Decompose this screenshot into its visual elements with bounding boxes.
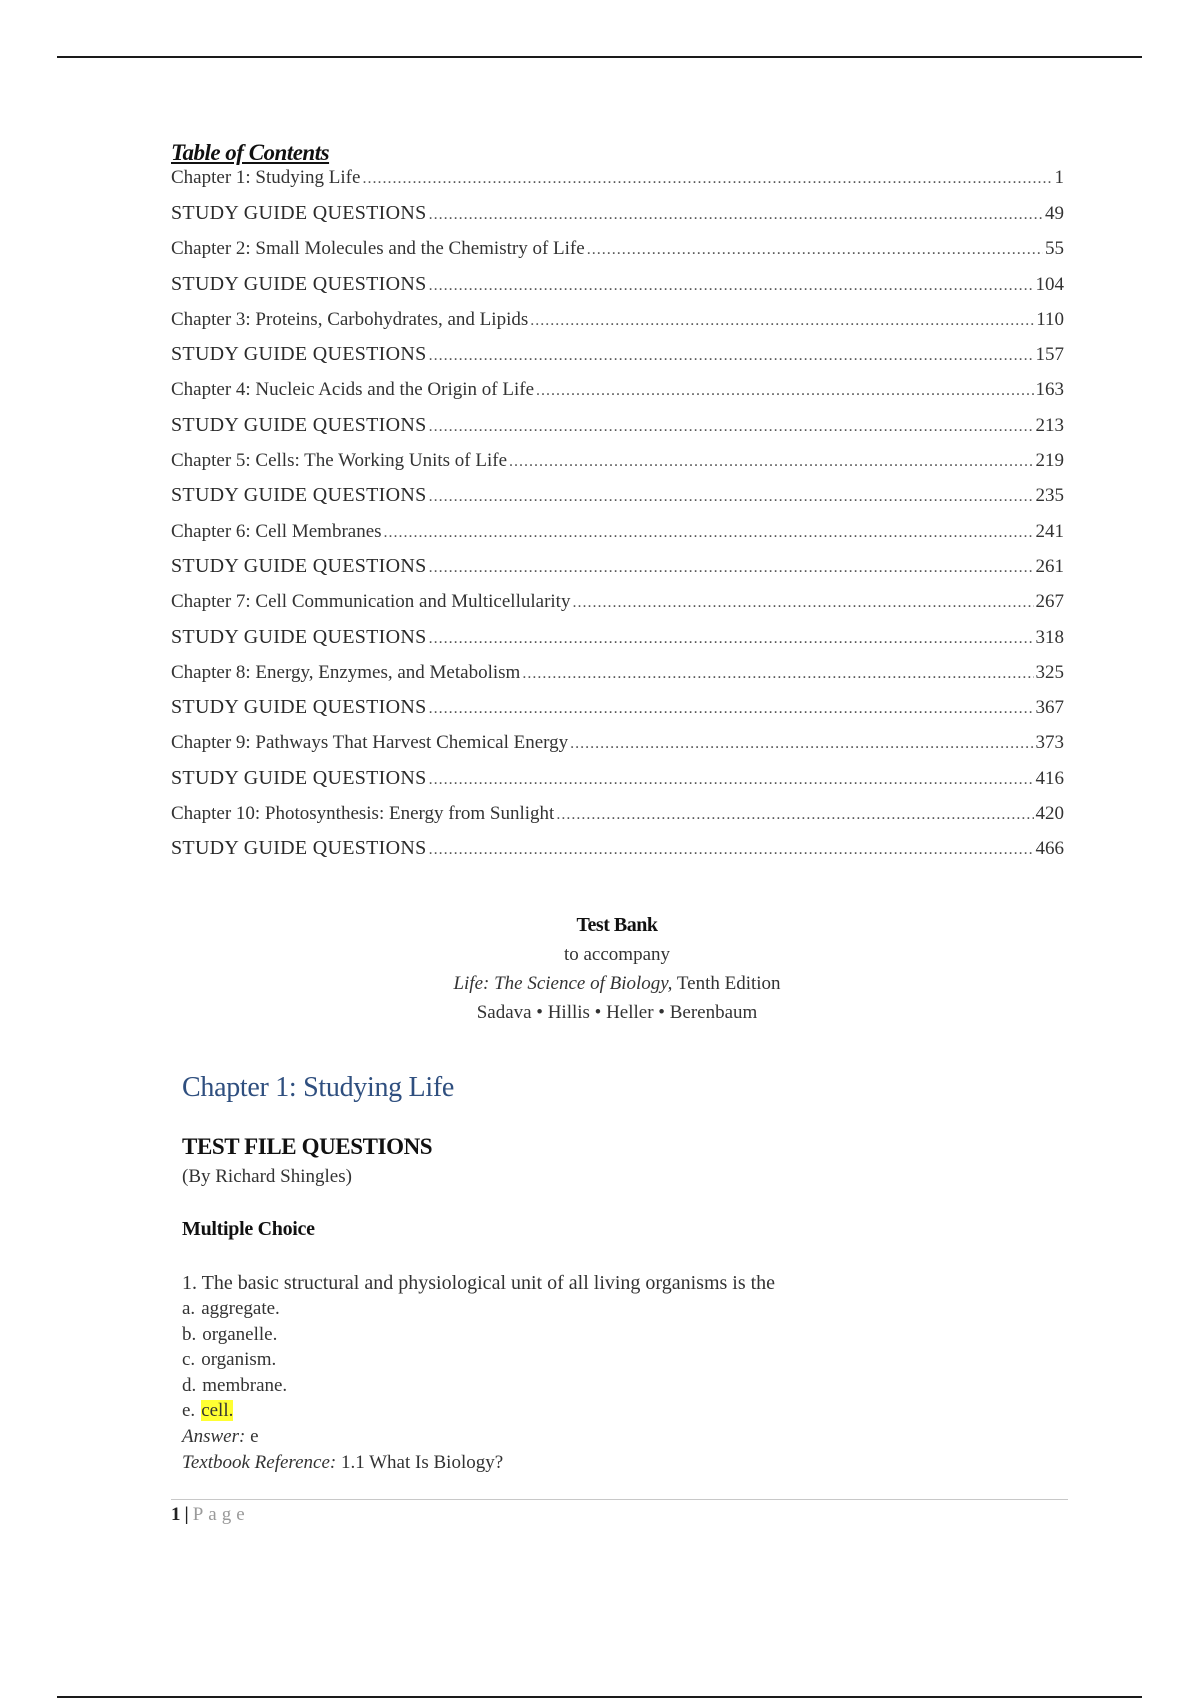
toc-entry[interactable]: [171, 168, 1064, 188]
book-title: Life: The Science of Biology,: [453, 973, 673, 994]
option-text: organism.: [201, 1349, 277, 1370]
reference-value: 1.1 What Is Biology?: [340, 1451, 504, 1473]
footer-page-label: Page: [192, 1504, 250, 1525]
toc-entry-page: 163: [1035, 379, 1064, 401]
book-authors: Sadava • Hillis • Heller • Berenbaum: [476, 1002, 758, 1023]
option-letter: b.: [182, 1323, 197, 1345]
toc-entry-label: STUDY GUIDE QUESTIONS: [171, 625, 427, 648]
answer-line: [182, 1424, 982, 1450]
toc-title: Table of Contents: [171, 140, 330, 165]
toc-leader-dots: [530, 303, 1034, 338]
toc-entry-page: 157: [1035, 344, 1064, 366]
answer-option: [182, 1322, 982, 1348]
answer-option: [182, 1296, 982, 1322]
answer-option: [182, 1373, 982, 1399]
toc-entry-page: 241: [1035, 520, 1064, 542]
toc-entry-label: Chapter 1: Studying Life: [171, 167, 361, 188]
toc-entry[interactable]: [171, 231, 1064, 266]
toc-entry-label: Chapter 9: Pathways That Harvest Chemical Energy: [171, 732, 569, 754]
toc-entry-label: Chapter 4: Nucleic Acids and the Origin of Life: [171, 379, 535, 401]
toc-leader-dots: [429, 479, 1034, 514]
toc-entry-label: STUDY GUIDE QUESTIONS: [171, 272, 427, 295]
toc-entry-page: 235: [1035, 485, 1064, 507]
answer-option: [182, 1347, 982, 1373]
option-text: membrane.: [202, 1374, 288, 1396]
toc-entry-label: Chapter 7: Cell Communication and Multicellularity: [171, 591, 571, 613]
toc-entry-page: 373: [1035, 732, 1064, 754]
bottom-rule: [57, 1696, 1142, 1698]
option-letter: d.: [182, 1374, 197, 1396]
option-letter: e.: [182, 1400, 196, 1421]
test-bank-subtitle: to accompany: [563, 944, 671, 965]
toc-leader-dots: [536, 373, 1033, 408]
reference-label: Textbook Reference:: [182, 1451, 337, 1473]
toc-entry[interactable]: [171, 478, 1064, 513]
footer-page-number: 1: [171, 1504, 181, 1525]
toc-entry-page: 420: [1035, 803, 1064, 825]
question-stem: [182, 1270, 982, 1296]
toc-leader-dots: [570, 726, 1033, 761]
toc-entry-page: 267: [1035, 591, 1064, 613]
option-letter: c.: [182, 1349, 196, 1370]
toc-leader-dots: [429, 268, 1034, 303]
footer-rule: [171, 1499, 1068, 1500]
answer-label: Answer:: [182, 1425, 246, 1447]
toc-entry-page: 213: [1035, 414, 1064, 436]
toc-entry-label: Chapter 6: Cell Membranes: [171, 520, 382, 542]
toc-entry[interactable]: [171, 620, 1064, 655]
toc-entry-label: Chapter 10: Photosynthesis: Energy from Sunlight: [171, 803, 555, 825]
toc-entry-label: STUDY GUIDE QUESTIONS: [171, 413, 427, 436]
answer-options: [182, 1296, 982, 1424]
toc-entry-page: 49: [1045, 203, 1064, 224]
top-rule: [57, 56, 1142, 58]
toc-entry-page: 261: [1035, 555, 1064, 577]
toc-entry-page: 466: [1035, 838, 1064, 860]
multiple-choice-heading: Multiple Choice: [182, 1218, 315, 1240]
option-text: aggregate.: [201, 1298, 280, 1319]
book-edition: Tenth Edition: [676, 973, 781, 994]
toc-leader-dots: [556, 797, 1033, 832]
question-1: [182, 1270, 982, 1476]
toc-entry-page: 1: [1054, 167, 1064, 188]
option-letter: a.: [182, 1298, 196, 1319]
toc-entry[interactable]: [171, 514, 1064, 549]
toc-entry[interactable]: [171, 831, 1064, 866]
toc-leader-dots: [384, 515, 1034, 550]
toc-list: [171, 168, 1064, 867]
toc-entry[interactable]: [171, 302, 1064, 337]
toc-entry[interactable]: [171, 549, 1064, 584]
toc-entry-label: Chapter 3: Proteins, Carbohydrates, and Lipids: [171, 308, 529, 330]
highlighted-option-text: cell.: [201, 1400, 234, 1421]
toc-entry-label: Chapter 5: Cells: The Working Units of Life: [171, 450, 508, 472]
toc-leader-dots: [429, 762, 1034, 797]
question-author-note: (By Richard Shingles): [182, 1166, 352, 1187]
toc-entry-page: 318: [1035, 626, 1064, 648]
footer-separator: |: [184, 1504, 189, 1525]
toc-entry-page: 110: [1036, 308, 1064, 330]
question-number: 1.: [182, 1272, 197, 1294]
toc-leader-dots: [362, 169, 1052, 189]
toc-leader-dots: [429, 338, 1034, 373]
toc-leader-dots: [429, 621, 1034, 656]
toc-leader-dots: [429, 691, 1034, 726]
toc-entry[interactable]: [171, 372, 1064, 407]
question-text: The basic structural and physiological unit of all living organisms is the: [201, 1272, 776, 1294]
test-bank-title-block: [0, 910, 1200, 1027]
answer-option: [182, 1398, 982, 1424]
reference-line: [182, 1450, 982, 1476]
option-text: organelle.: [202, 1323, 278, 1345]
toc-entry-page: 325: [1035, 661, 1064, 683]
toc-leader-dots: [429, 550, 1034, 585]
page-footer: [171, 1504, 250, 1526]
toc-entry-page: 219: [1035, 450, 1064, 472]
toc-entry-label: STUDY GUIDE QUESTIONS: [171, 837, 427, 860]
toc-entry-label: Chapter 2: Small Molecules and the Chemistry of Life: [171, 238, 585, 260]
toc-entry[interactable]: [171, 655, 1064, 690]
toc-leader-dots: [429, 197, 1043, 232]
toc-leader-dots: [587, 232, 1043, 267]
toc-entry[interactable]: [171, 443, 1064, 478]
toc-leader-dots: [509, 444, 1033, 479]
test-bank-title: Test Bank: [576, 914, 658, 936]
toc-leader-dots: [429, 409, 1034, 444]
toc-entry[interactable]: [171, 584, 1064, 619]
toc-entry[interactable]: [171, 690, 1064, 725]
toc-leader-dots: [522, 656, 1033, 691]
book-title-line: [0, 969, 1200, 998]
toc-entry[interactable]: [171, 196, 1064, 231]
toc-entry-label: STUDY GUIDE QUESTIONS: [171, 696, 427, 719]
toc-entry[interactable]: [171, 337, 1064, 372]
toc-entry-label: Chapter 8: Energy, Enzymes, and Metabolism: [171, 661, 521, 683]
toc-entry[interactable]: [171, 761, 1064, 796]
toc-leader-dots: [429, 832, 1034, 867]
toc-leader-dots: [572, 585, 1033, 620]
toc-entry-label: STUDY GUIDE QUESTIONS: [171, 766, 427, 789]
test-file-questions-title: TEST FILE QUESTIONS: [182, 1134, 433, 1159]
toc-entry[interactable]: [171, 267, 1064, 302]
toc-entry[interactable]: [171, 408, 1064, 443]
toc-entry-label: STUDY GUIDE QUESTIONS: [171, 343, 427, 366]
toc-entry-page: 416: [1035, 767, 1064, 789]
toc-entry-label: STUDY GUIDE QUESTIONS: [171, 202, 427, 224]
answer-value: e: [250, 1425, 259, 1447]
toc-entry-page: 55: [1045, 238, 1064, 260]
toc-entry[interactable]: [171, 725, 1064, 760]
toc-entry-label: STUDY GUIDE QUESTIONS: [171, 484, 427, 507]
toc-entry-page: 104: [1035, 273, 1064, 295]
toc-entry-label: STUDY GUIDE QUESTIONS: [171, 554, 427, 577]
table-of-contents: [171, 138, 1064, 867]
toc-entry[interactable]: [171, 796, 1064, 831]
toc-entry-page: 367: [1035, 697, 1064, 719]
chapter-heading: Chapter 1: Studying Life: [182, 1072, 454, 1103]
